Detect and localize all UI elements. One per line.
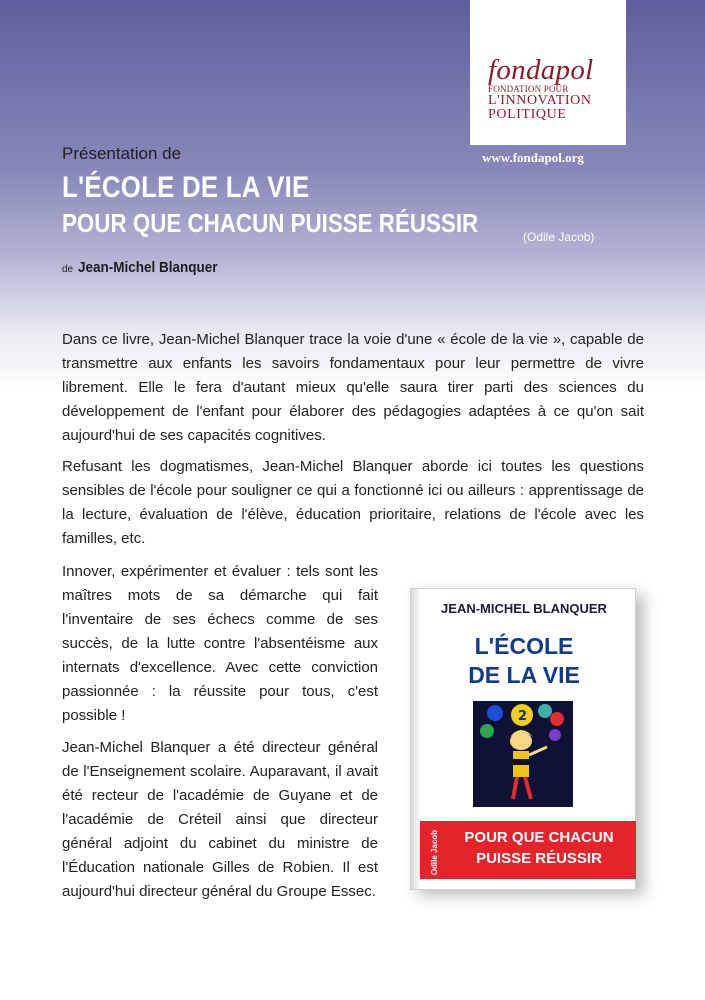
book-cover-author: JEAN-MICHEL BLANQUER	[441, 601, 607, 616]
art-figure-stripe	[513, 759, 529, 765]
paragraph-intro: Dans ce livre, Jean-Michel Blanquer trace la voie d'une « école de la vie », capable de transmettre aux enfants les savoirs fondamentaux pour leur permettre de vivre librement. Elle le fera d'autant mieux qu'elle saura tirer parti des sciences du développement de l'enfant pour élaborer des pédagogies adaptées à ce qu'on sait aujourd'hui de ses capacités cognitives.	[62, 331, 644, 444]
book-title-heading: L'ÉCOLE DE LA VIE	[62, 171, 310, 204]
author-name: Jean-Michel Blanquer	[77, 259, 218, 276]
book-cover-subtitle-1: POUR QUE CHACUN	[464, 829, 614, 846]
paragraph-biography: Jean-Michel Blanquer a été directeur général de l'Enseignement scolaire. Auparavant, il avait été recteur de l'académie de Guyane et de l'académie de Créteil ainsi que directeur général adjoint du cabinet du ministre de l'Éducation nationale Gilles de Robien. Il est aujourd'hui directeur général du Groupe Essec.	[62, 739, 378, 900]
art-purple-ball	[549, 729, 561, 741]
art-teal-ball	[538, 704, 552, 718]
art-figure-legs	[513, 777, 531, 799]
book-subtitle-heading	[62, 208, 546, 239]
book-cover-title-1: L'ÉCOLE	[474, 633, 574, 659]
art-figure-arm	[529, 747, 547, 755]
book-cover-title-2: DE LA VIE	[468, 662, 580, 688]
fondapol-logo	[470, 0, 626, 145]
art-green-ball	[480, 724, 494, 738]
art-red-ball	[550, 712, 564, 726]
presentation-label: Présentation de	[62, 144, 182, 163]
paragraph-dogmatism: Refusant les dogmatismes, Jean-Michel Blanquer aborde ici toutes les questions sensibles de l'école pour souligner ce qui a fonctionné ici ou ailleurs : apprentissage de la lecture, évaluation de l'élève, éducation prioritaire, relations de l'école avec les familles, etc.	[62, 458, 644, 547]
logo-tagline-3: POLITIQUE	[488, 107, 567, 122]
art-number: 2	[518, 709, 528, 724]
logo-tagline-2: L'INNOVATION	[488, 93, 592, 108]
book-cover-subtitle-2: PUISSE RÉUSSIR	[476, 850, 602, 867]
publisher-label: (Odile Jacob)	[523, 230, 595, 244]
book-subtitle-text: POUR QUE CHACUN PUISSE RÉUSSIR	[62, 208, 479, 238]
website-link[interactable]: www.fondapol.org	[482, 150, 584, 165]
author-line	[62, 259, 233, 277]
book-cover	[410, 588, 636, 890]
paragraph-innovation: Innover, expérimenter et évaluer : tels sont les maîtres mots de sa démarche qui fait l'inventaire de ses échecs comme de ses succès, de la lutte contre l'absentéisme aux internats d'excellence. Avec cette conviction passionnée : la réussite pour tous, c'est possible !	[62, 563, 378, 724]
book-publisher-text: Odile Jacob	[430, 829, 440, 875]
book-cover-illustration	[473, 701, 573, 807]
author-prefix: de	[62, 264, 74, 275]
logo-name: fondapol	[488, 54, 594, 86]
logo-tagline-1: FONDATION POUR	[488, 84, 569, 94]
art-blue-ball	[487, 705, 503, 721]
